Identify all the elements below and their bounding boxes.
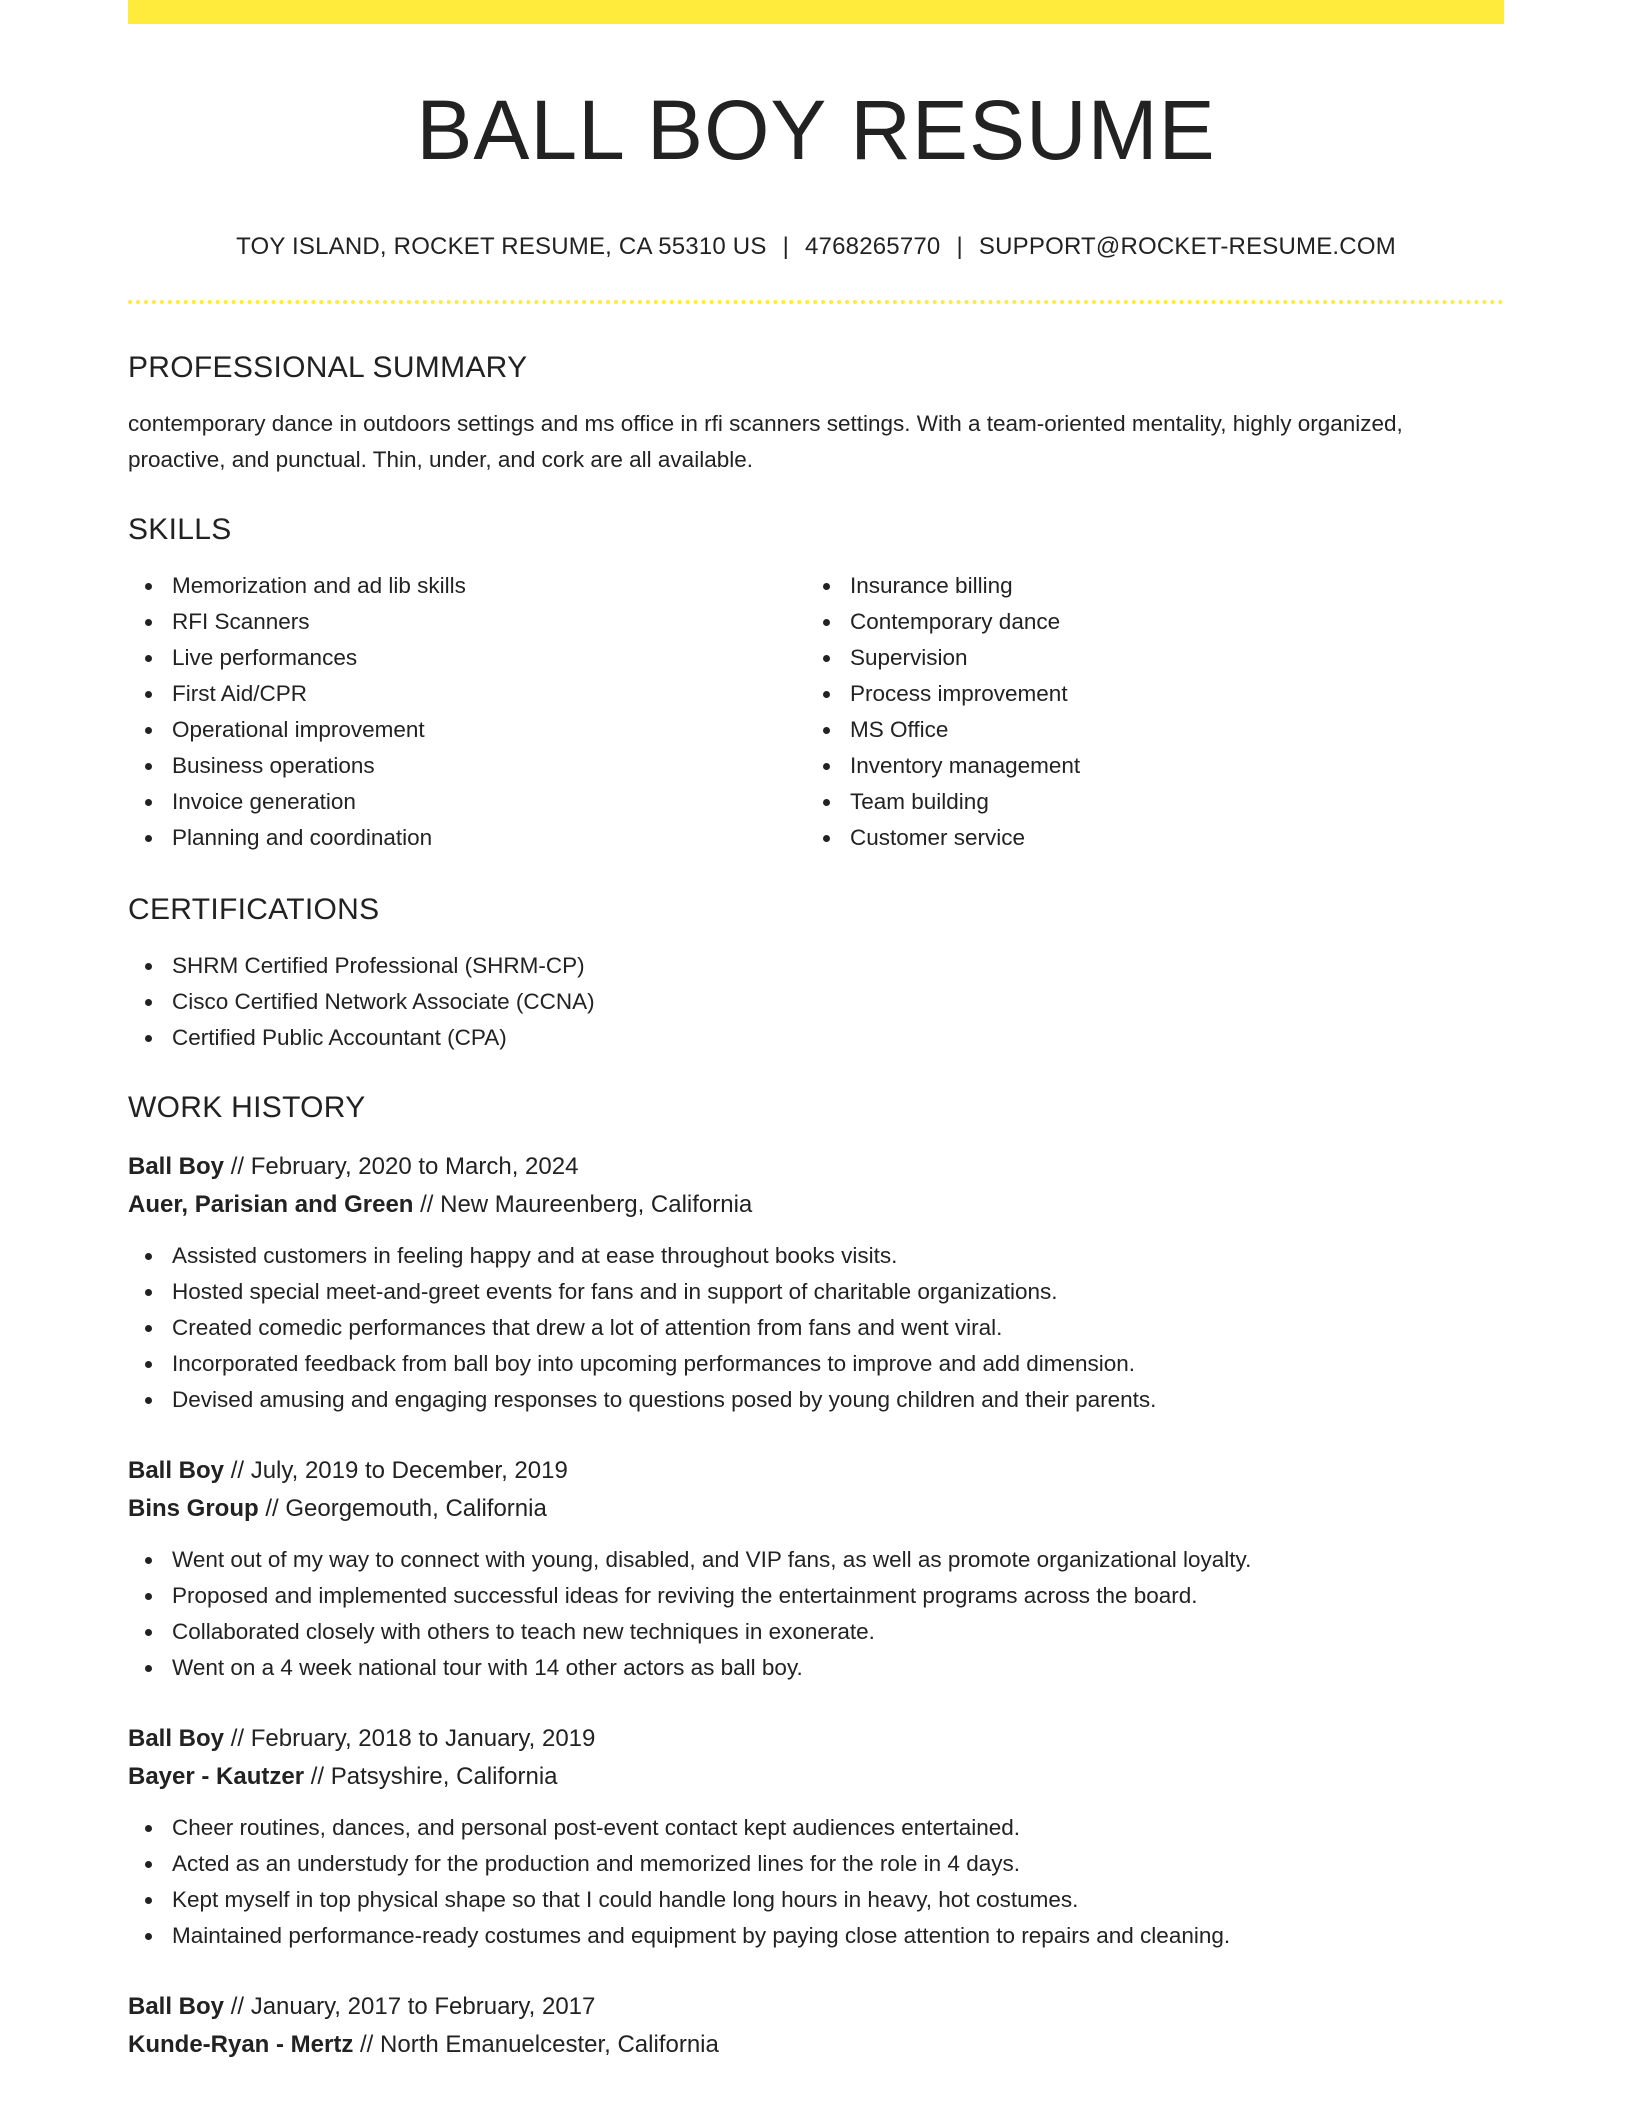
job-company: Auer, Parisian and Green [128, 1191, 414, 1218]
skill-item: Invoice generation [128, 784, 806, 820]
certifications-list [128, 948, 1504, 1056]
skill-item: Memorization and ad lib skills [128, 568, 806, 604]
skill-item: RFI Scanners [128, 604, 806, 640]
job-dates: // February, 2018 to January, 2019 [230, 1725, 596, 1752]
skill-item: Process improvement [806, 676, 1484, 712]
resume-title: BALL BOY RESUME [416, 83, 1216, 177]
contact-separator: | [956, 233, 963, 260]
job-role: Ball Boy [128, 1993, 225, 2020]
job-role: Ball Boy [128, 1153, 225, 1180]
skill-item: Business operations [128, 748, 806, 784]
skill-item: Customer service [806, 820, 1484, 856]
job-role-line [128, 1988, 1504, 2026]
work-history-heading: WORK HISTORY [128, 1091, 366, 1124]
job-dates: // February, 2020 to March, 2024 [230, 1153, 579, 1180]
job-bullet: Incorporated feedback from ball boy into upcoming performances to improve and add dimension. [128, 1346, 1504, 1382]
job-role: Ball Boy [128, 1725, 225, 1752]
certification-item: Cisco Certified Network Associate (CCNA) [128, 984, 1504, 1020]
job-bullet: Went on a 4 week national tour with 14 other actors as ball boy. [128, 1650, 1504, 1686]
skill-item: Live performances [128, 640, 806, 676]
job-role-line [128, 1148, 1504, 1186]
contact-line [128, 232, 1504, 262]
job-bullets [128, 1238, 1504, 1418]
job-dates: // January, 2017 to February, 2017 [230, 1993, 596, 2020]
job-dates: // July, 2019 to December, 2019 [230, 1457, 568, 1484]
contact-address: TOY ISLAND, ROCKET RESUME, CA 55310 US [236, 233, 767, 260]
job-role: Ball Boy [128, 1457, 225, 1484]
job-bullet: Kept myself in top physical shape so that I could handle long hours in heavy, hot costumes. [128, 1882, 1504, 1918]
job-role-line [128, 1720, 1504, 1758]
job-location: // Georgemouth, California [265, 1495, 547, 1522]
job-company-line [128, 1186, 1504, 1224]
job-company: Bins Group [128, 1495, 259, 1522]
job-role-line [128, 1452, 1504, 1490]
job-location: // North Emanuelcester, California [360, 2031, 719, 2058]
skill-item: Team building [806, 784, 1484, 820]
dotted-divider [128, 300, 1504, 304]
certification-item: Certified Public Accountant (CPA) [128, 1020, 1504, 1056]
job-company-line [128, 1490, 1504, 1528]
job-bullets [128, 1810, 1504, 1954]
top-accent-bar [128, 0, 1504, 24]
job-bullets [128, 1542, 1504, 1686]
job-location: // Patsyshire, California [310, 1763, 558, 1790]
job-bullet: Went out of my way to connect with young, disabled, and VIP fans, as well as promote organizational loyalty. [128, 1542, 1504, 1578]
contact-phone[interactable]: 4768265770 [805, 233, 941, 260]
job-bullet: Proposed and implemented successful ideas for reviving the entertainment programs across the board. [128, 1578, 1504, 1614]
job-company-line [128, 2026, 1504, 2064]
certifications-heading: CERTIFICATIONS [128, 893, 380, 926]
job-entry [128, 1988, 1504, 2064]
job-bullet: Acted as an understudy for the production and memorized lines for the role in 4 days. [128, 1846, 1504, 1882]
skills-heading: SKILLS [128, 513, 232, 546]
skill-item: Insurance billing [806, 568, 1484, 604]
resume-page [128, 0, 1504, 2064]
job-bullet: Cheer routines, dances, and personal post-event contact kept audiences entertained. [128, 1810, 1504, 1846]
job-company: Bayer - Kautzer [128, 1763, 305, 1790]
contact-separator: | [782, 233, 789, 260]
skill-item: Supervision [806, 640, 1484, 676]
skills-column-left [128, 568, 806, 856]
job-entry [128, 1148, 1504, 1418]
job-entry [128, 1452, 1504, 1686]
job-bullet: Collaborated closely with others to teach new techniques in exonerate. [128, 1614, 1504, 1650]
certification-item: SHRM Certified Professional (SHRM-CP) [128, 948, 1504, 984]
skill-item: Planning and coordination [128, 820, 806, 856]
contact-email[interactable]: SUPPORT@ROCKET-RESUME.COM [978, 233, 1396, 260]
job-company: Kunde-Ryan - Mertz [128, 2031, 354, 2058]
job-bullet: Created comedic performances that drew a lot of attention from fans and went viral. [128, 1310, 1504, 1346]
job-location: // New Maureenberg, California [420, 1191, 753, 1218]
skill-item: MS Office [806, 712, 1484, 748]
skills-grid [128, 568, 1504, 856]
job-bullet: Maintained performance-ready costumes and equipment by paying close attention to repairs and cleaning. [128, 1918, 1504, 1954]
skill-item: First Aid/CPR [128, 676, 806, 712]
skill-item: Operational improvement [128, 712, 806, 748]
job-bullet: Assisted customers in feeling happy and at ease throughout books visits. [128, 1238, 1504, 1274]
skill-item: Inventory management [806, 748, 1484, 784]
job-bullet: Devised amusing and engaging responses to questions posed by young children and their parents. [128, 1382, 1504, 1418]
job-bullet: Hosted special meet-and-greet events for fans and in support of charitable organizations. [128, 1274, 1504, 1310]
summary-text: contemporary dance in outdoors settings and ms office in rfi scanners settings. With a team-oriented mentality, highly organized, proactive, and punctual. Thin, under, and cork are all available. [128, 411, 1403, 472]
job-company-line [128, 1758, 1504, 1796]
summary-heading: PROFESSIONAL SUMMARY [128, 351, 528, 384]
job-entry [128, 1720, 1504, 1954]
skill-item: Contemporary dance [806, 604, 1484, 640]
skills-column-right [806, 568, 1484, 856]
